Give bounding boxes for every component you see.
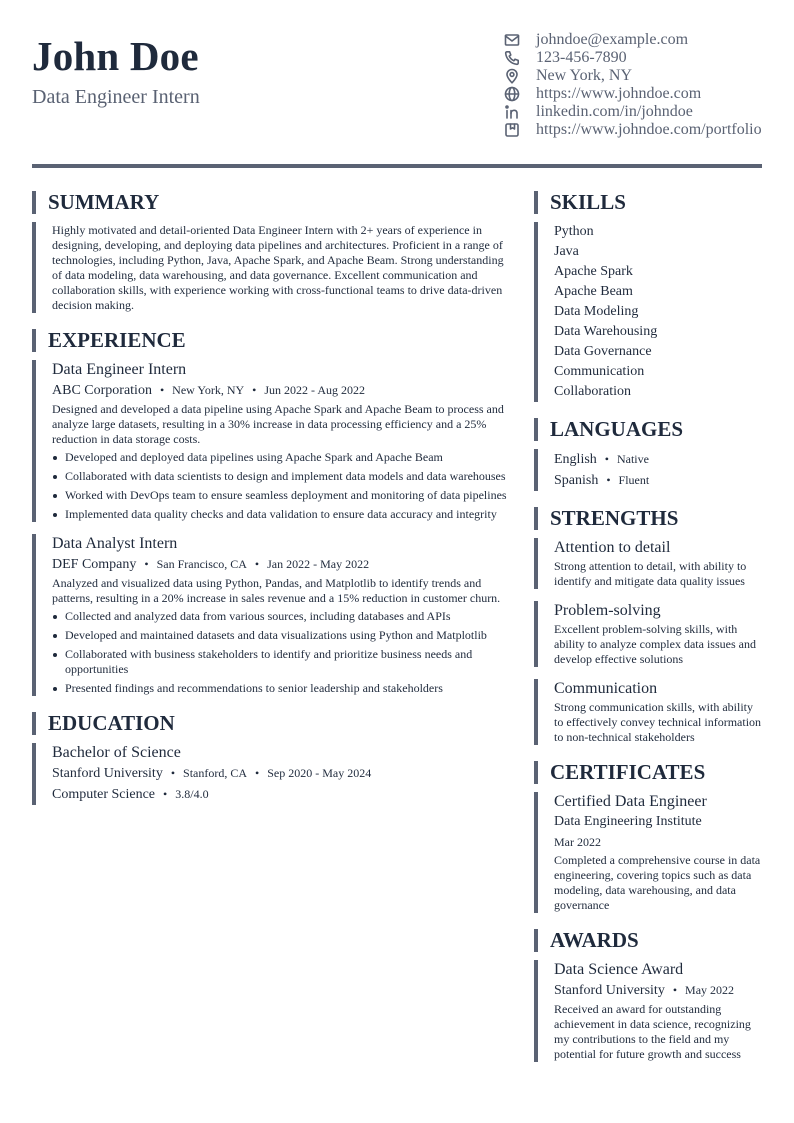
separator-dot: • <box>163 787 168 801</box>
candidate-title: Data Engineer Intern <box>32 86 200 108</box>
education-entry <box>32 743 510 805</box>
education-field: Computer Science <box>52 787 156 802</box>
skill-item: Data Modeling <box>554 304 639 319</box>
separator-dot: • <box>606 473 611 487</box>
language-item <box>554 470 764 491</box>
job-meta <box>52 380 510 401</box>
contact-phone-text: 123-456-7890 <box>536 49 627 66</box>
education-school: Stanford University <box>52 766 163 781</box>
award-entry <box>534 960 764 1062</box>
job-bullet: Collected and analyzed data from various sources, including databases and APIs <box>52 609 510 624</box>
contact-portfolio-text: https://www.johndoe.com/portfolio <box>536 121 762 138</box>
strength-desc: Excellent problem-solving skills, with ability to analyze complex data issues and develop effective solutions <box>554 622 756 666</box>
contact-website[interactable] <box>503 85 762 103</box>
job-bullet: Collaborated with data scientists to design and implement data models and data warehouses <box>52 469 510 484</box>
strengths-heading: STRENGTHS <box>534 507 764 530</box>
language-item <box>554 449 764 470</box>
job-bullet: Presented findings and recommendations to senior leadership and stakeholders <box>52 681 510 696</box>
award-title: Data Science Award <box>554 961 684 978</box>
skill-item: Python <box>554 224 594 239</box>
header-divider <box>32 164 762 168</box>
job-location: New York, NY <box>172 383 245 397</box>
contact-email[interactable] <box>503 31 762 49</box>
job-description: Analyzed and visualized data using Python, Pandas, and Matplotlib to identify trends and patterns, resulting in a 20% increase in sales revenue and a 15% reduction in customer churn. <box>52 576 501 605</box>
education-degree: Bachelor of Science <box>52 744 181 761</box>
award-meta <box>554 980 764 1001</box>
contact-location <box>503 67 762 85</box>
languages-list <box>534 449 764 491</box>
contact-list <box>503 31 762 139</box>
certificate-title: Certified Data Engineer <box>554 793 707 810</box>
skill-item: Data Warehousing <box>554 324 658 339</box>
education-dates: Sep 2020 - May 2024 <box>267 766 372 780</box>
award-desc: Received an award for outstanding achievement in data science, recognizing my contributions to the field and my potential for future growth and success <box>554 1002 751 1061</box>
skill-item: Communication <box>554 364 645 379</box>
separator-dot: • <box>255 766 260 780</box>
candidate-name: John Doe <box>32 33 199 79</box>
skill-item: Java <box>554 244 579 259</box>
education-gpa: 3.8/4.0 <box>175 787 209 801</box>
experience-heading: EXPERIENCE <box>32 329 510 352</box>
language-name: Spanish <box>554 473 599 488</box>
strength-item <box>534 538 764 589</box>
certificate-org: Data Engineering Institute <box>554 814 702 829</box>
separator-dot: • <box>252 383 257 397</box>
skill-item: Apache Beam <box>554 284 633 299</box>
education-meta <box>52 763 510 784</box>
summary-heading: SUMMARY <box>32 191 510 214</box>
strength-item <box>534 679 764 745</box>
portfolio-icon <box>503 121 521 139</box>
award-org: Stanford University <box>554 983 665 998</box>
summary-section <box>32 222 510 313</box>
location-icon <box>503 67 521 85</box>
job-bullet: Developed and maintained datasets and data visualizations using Python and Matplotlib <box>52 628 510 643</box>
certificates-heading: CERTIFICATES <box>534 761 764 784</box>
strength-desc: Strong communication skills, with ability to effectively convey technical information to non-technical stakeholders <box>554 700 762 744</box>
strength-title: Communication <box>554 680 658 697</box>
education-field-row <box>52 784 510 805</box>
skill-item: Collaboration <box>554 384 631 399</box>
strength-desc: Strong attention to detail, with ability to identify and mitigate data quality issues <box>554 559 747 588</box>
linkedin-icon <box>503 103 521 121</box>
job-entry <box>32 360 510 522</box>
skills-list <box>534 222 764 402</box>
contact-linkedin[interactable] <box>503 103 762 121</box>
separator-dot: • <box>144 557 149 571</box>
skill-item: Data Governance <box>554 344 652 359</box>
awards-heading: AWARDS <box>534 929 764 952</box>
strength-item <box>534 601 764 667</box>
job-entry <box>32 534 510 696</box>
separator-dot: • <box>672 983 678 997</box>
separator-dot: • <box>254 557 260 571</box>
job-bullets <box>52 609 510 696</box>
contact-phone[interactable] <box>503 49 762 67</box>
phone-icon <box>503 49 521 67</box>
job-bullet: Developed and deployed data pipelines using Apache Spark and Apache Beam <box>52 450 510 465</box>
job-bullets <box>52 450 510 522</box>
job-company: DEF Company <box>52 557 137 572</box>
job-bullet: Implemented data quality checks and data validation to ensure data accuracy and integrity <box>52 507 510 522</box>
job-dates: Jan 2022 - May 2022 <box>267 557 370 571</box>
separator-dot: • <box>604 452 609 466</box>
job-description: Designed and developed a data pipeline using Apache Spark and Apache Beam to process and analyze large datasets, resulting in a 30% increase in data processing efficiency and a 25% reduction in data storage costs. <box>52 402 504 446</box>
job-bullet: Collaborated with business stakeholders to identify and prioritize business needs and opportunities <box>52 647 510 677</box>
award-date: May 2022 <box>685 983 735 997</box>
contact-email-text: johndoe@example.com <box>536 31 689 48</box>
contact-linkedin-text: linkedin.com/in/johndoe <box>536 103 693 120</box>
job-dates: Jun 2022 - Aug 2022 <box>264 383 366 397</box>
mail-icon <box>503 31 521 49</box>
job-company: ABC Corporation <box>52 383 152 398</box>
language-level: Fluent <box>618 473 650 487</box>
strength-title: Problem-solving <box>554 602 661 619</box>
separator-dot: • <box>159 383 165 397</box>
contact-portfolio[interactable] <box>503 121 762 139</box>
certificate-desc: Completed a comprehensive course in data engineering, covering topics such as data modeling, data warehousing, and data governance <box>554 853 761 912</box>
globe-icon <box>503 85 521 103</box>
certificate-date: Mar 2022 <box>554 835 601 849</box>
main-column <box>32 191 510 805</box>
contact-location-text: New York, NY <box>536 67 633 84</box>
certificate-entry <box>534 792 764 913</box>
education-heading: EDUCATION <box>32 712 510 735</box>
strength-title: Attention to detail <box>554 539 671 556</box>
skill-item: Apache Spark <box>554 264 633 279</box>
job-title: Data Analyst Intern <box>52 535 178 552</box>
language-name: English <box>554 452 597 467</box>
languages-heading: LANGUAGES <box>534 418 764 441</box>
skills-heading: SKILLS <box>534 191 764 214</box>
job-location: San Francisco, CA <box>156 557 247 571</box>
contact-website-text: https://www.johndoe.com <box>536 85 702 102</box>
education-location: Stanford, CA <box>183 766 248 780</box>
summary-text: Highly motivated and detail-oriented Data Engineer Intern with 2+ years of experience in designing, developing, and deploying data pipelines and architectures. Proficient in a range of technologies, including Python, Java, Apache Spark, and Apache Beam. Strong understanding of data modeling, data warehousing, and data governance. Excellent communication and collaboration skills, with experience working with cross-functional teams to drive data-driven decision making. <box>52 223 504 312</box>
language-level: Native <box>616 452 649 466</box>
job-meta <box>52 554 510 575</box>
job-title: Data Engineer Intern <box>52 361 187 378</box>
job-bullet: Worked with DevOps team to ensure seamless deployment and monitoring of data pipelines <box>52 488 510 503</box>
side-column <box>534 191 764 1062</box>
separator-dot: • <box>170 766 176 780</box>
